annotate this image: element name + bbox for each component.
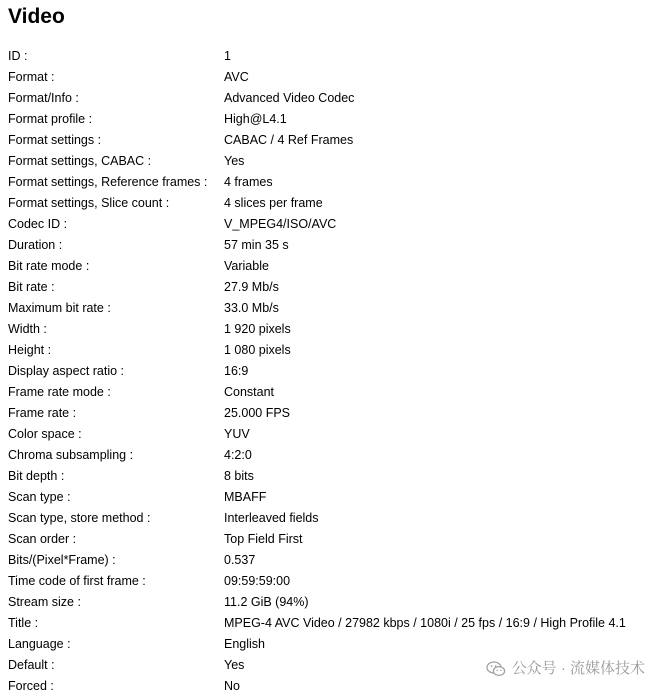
property-value: 33.0 Mb/s — [224, 301, 279, 315]
property-value: V_MPEG4/ISO/AVC — [224, 217, 337, 231]
property-label: Bits/(Pixel*Frame) : — [8, 553, 116, 567]
property-row — [8, 445, 658, 466]
property-row — [8, 529, 658, 550]
property-row — [8, 592, 658, 613]
wechat-icon — [486, 661, 506, 677]
property-label: Format settings, Slice count : — [8, 196, 170, 210]
property-value: MPEG-4 AVC Video / 27982 kbps / 1080i / 25 fps / 16:9 / High Profile 4.1 — [224, 616, 626, 630]
property-label: Frame rate : — [8, 406, 77, 420]
property-row — [8, 403, 658, 424]
property-label: Format profile : — [8, 112, 93, 126]
property-value: AVC — [224, 70, 249, 84]
watermark-text: 公众号 · 流媒体技术 — [511, 660, 645, 677]
property-label: Format settings, Reference frames : — [8, 175, 208, 189]
property-label: Width : — [8, 322, 47, 336]
property-row — [8, 466, 658, 487]
property-label: Stream size : — [8, 595, 81, 609]
property-row — [8, 634, 658, 655]
property-label: Scan type : — [8, 490, 71, 504]
property-row — [8, 382, 658, 403]
property-value: 1 920 pixels — [224, 322, 291, 336]
property-row — [8, 319, 658, 340]
property-value: 25.000 FPS — [224, 406, 291, 420]
property-label: Format settings, CABAC : — [8, 154, 152, 168]
property-value: 4 slices per frame — [224, 196, 323, 210]
property-row — [8, 88, 658, 109]
property-label: Height : — [8, 343, 52, 357]
property-label: Duration : — [8, 238, 63, 252]
property-row — [8, 214, 658, 235]
property-label: Format : — [8, 70, 55, 84]
property-label: Language : — [8, 637, 71, 651]
property-label: Scan order : — [8, 532, 77, 546]
property-row — [8, 508, 658, 529]
property-row — [8, 571, 658, 592]
property-value: YUV — [224, 427, 250, 441]
property-value: Yes — [224, 154, 245, 168]
property-label: Default : — [8, 658, 55, 672]
property-row — [8, 151, 658, 172]
property-value: High@L4.1 — [224, 112, 287, 126]
property-value: 4:2:0 — [224, 448, 252, 462]
property-value: 1 080 pixels — [224, 343, 291, 357]
property-row — [8, 277, 658, 298]
property-value: Constant — [224, 385, 275, 399]
property-value: Top Field First — [224, 532, 303, 546]
property-value: English — [224, 637, 265, 651]
property-value: 1 — [224, 49, 231, 63]
property-value: 4 frames — [224, 175, 273, 189]
property-value: 57 min 35 s — [224, 238, 289, 252]
property-label: Forced : — [8, 679, 54, 693]
property-row — [8, 361, 658, 382]
section-title: Video — [8, 5, 65, 28]
property-value: 09:59:59:00 — [224, 574, 291, 588]
property-row — [8, 256, 658, 277]
property-row — [8, 340, 658, 361]
property-value: Advanced Video Codec — [224, 91, 355, 105]
property-label: Bit rate mode : — [8, 259, 90, 273]
property-label: Frame rate mode : — [8, 385, 111, 399]
property-label: Bit depth : — [8, 469, 65, 483]
property-label: Format/Info : — [8, 91, 79, 105]
property-value: Yes — [224, 658, 245, 672]
property-list — [8, 46, 658, 697]
property-label: Title : — [8, 616, 39, 630]
property-value: Interleaved fields — [224, 511, 319, 525]
property-value: 11.2 GiB (94%) — [224, 595, 309, 609]
property-label: Codec ID : — [8, 217, 68, 231]
property-row — [8, 487, 658, 508]
property-row — [8, 109, 658, 130]
property-value: 8 bits — [224, 469, 254, 483]
property-label: Bit rate : — [8, 280, 55, 294]
property-row — [8, 172, 658, 193]
property-label: Scan type, store method : — [8, 511, 151, 525]
property-row — [8, 676, 658, 697]
property-row — [8, 193, 658, 214]
property-value: No — [224, 679, 240, 693]
property-label: ID : — [8, 49, 28, 63]
property-row — [8, 613, 658, 634]
property-value: 16:9 — [224, 364, 249, 378]
property-row — [8, 424, 658, 445]
property-label: Format settings : — [8, 133, 102, 147]
property-value: 27.9 Mb/s — [224, 280, 279, 294]
property-row — [8, 235, 658, 256]
property-row — [8, 130, 658, 151]
property-label: Chroma subsampling : — [8, 448, 134, 462]
property-value: MBAFF — [224, 490, 267, 504]
property-row — [8, 46, 658, 67]
property-label: Time code of first frame : — [8, 574, 146, 588]
property-value: 0.537 — [224, 553, 256, 567]
property-row — [8, 298, 658, 319]
property-value: Variable — [224, 259, 269, 273]
property-label: Color space : — [8, 427, 82, 441]
property-row — [8, 550, 658, 571]
property-row — [8, 67, 658, 88]
property-value: CABAC / 4 Ref Frames — [224, 133, 354, 147]
watermark — [486, 659, 645, 679]
property-label: Display aspect ratio : — [8, 364, 125, 378]
property-label: Maximum bit rate : — [8, 301, 111, 315]
